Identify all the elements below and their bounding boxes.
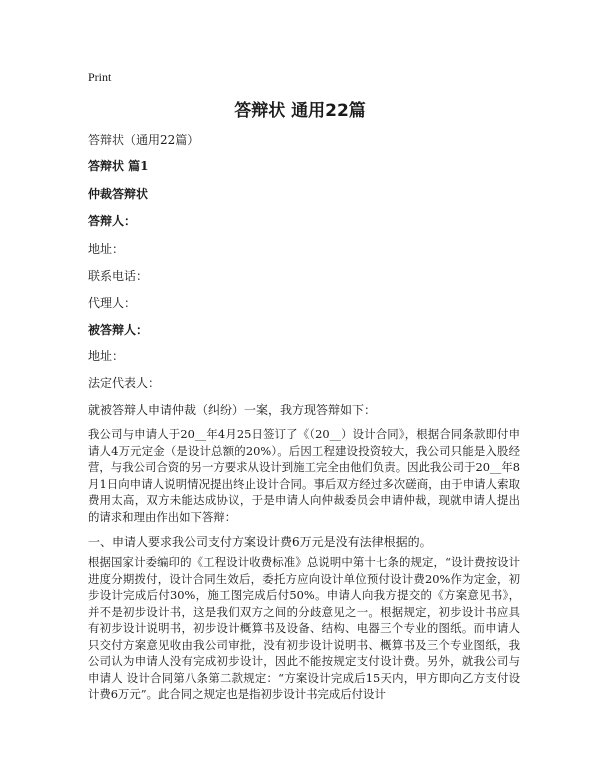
respondent-label: 答辩人： bbox=[88, 214, 137, 228]
point-heading-1: 一、申请人要求我公司支付方案设计费6万元是没有法律根据的。 bbox=[88, 535, 432, 549]
claimant-address-label: 地址： bbox=[88, 349, 125, 363]
body-paragraph-2: 根据国家计委编印的《工程设计收费标准》总说明中第十七条的规定，“设计费按设计进度分期拨付，设计合同生效后，委托方应向设计单位预付设计费20%作为定金，初步设计完成后付30%，施工图完成后付50%。申请人向我方提交的《方案意见书》，并不是初步设计书，这是我们双方之间的分歧意见之一。根据规定，初步设计书应具有初步设计说明书，初步设计概算书及设备、结构、电器三个专业的图纸。而申请人只交付方案意见收由我公司审批，没有初步设计说明书、概算书及三个专业图纸，我公司认为申请人没有完成初步设计，因此不能按规定支付设计费。另外，就我公司与申请人 设计合同第八条第二款规定：“方案设计完成后15天内，甲方即向乙方支付设计费6万元”。此合同之规定也是指初步设计书完成后付设计 bbox=[88, 555, 520, 701]
doc-type-heading: 仲裁答辩状 bbox=[88, 187, 149, 201]
body-paragraph-1: 我公司与申请人于20__年4月25日签订了《（20__）设计合同》，根据合同条款即付申请人4万元定金（是设计总额的20%）。后因工程建设投资较大，我公司只能是入股经营，与我公司合资的另一方要求从设计到施工完全由他们负责。因此我公司于20__年8月1日向申请人说明情况提出终止设计合同。事后双方经过多次磋商，由于申请人索取费用太高，双方未能达成协议，于是申请人向仲裁委员会申请仲裁，现就申请人提出的请求和理由作出如下答辩： bbox=[88, 427, 520, 524]
document-title: 答辩状 通用22篇 bbox=[234, 101, 366, 121]
document-subtitle: 答辩状（通用22篇） bbox=[88, 133, 200, 147]
section-heading: 答辩状 篇1 bbox=[88, 159, 149, 173]
print-label: Print bbox=[88, 70, 112, 84]
agent-label: 代理人： bbox=[88, 296, 137, 310]
phone-label: 联系电话： bbox=[88, 269, 149, 283]
legal-rep-label: 法定代表人： bbox=[88, 376, 161, 390]
respondent-address-label: 地址： bbox=[88, 242, 125, 256]
intro-sentence: 就被答辩人申请仲裁（纠纷）一案，我方现答辩如下： bbox=[88, 403, 377, 417]
claimant-label: 被答辩人： bbox=[88, 323, 149, 337]
